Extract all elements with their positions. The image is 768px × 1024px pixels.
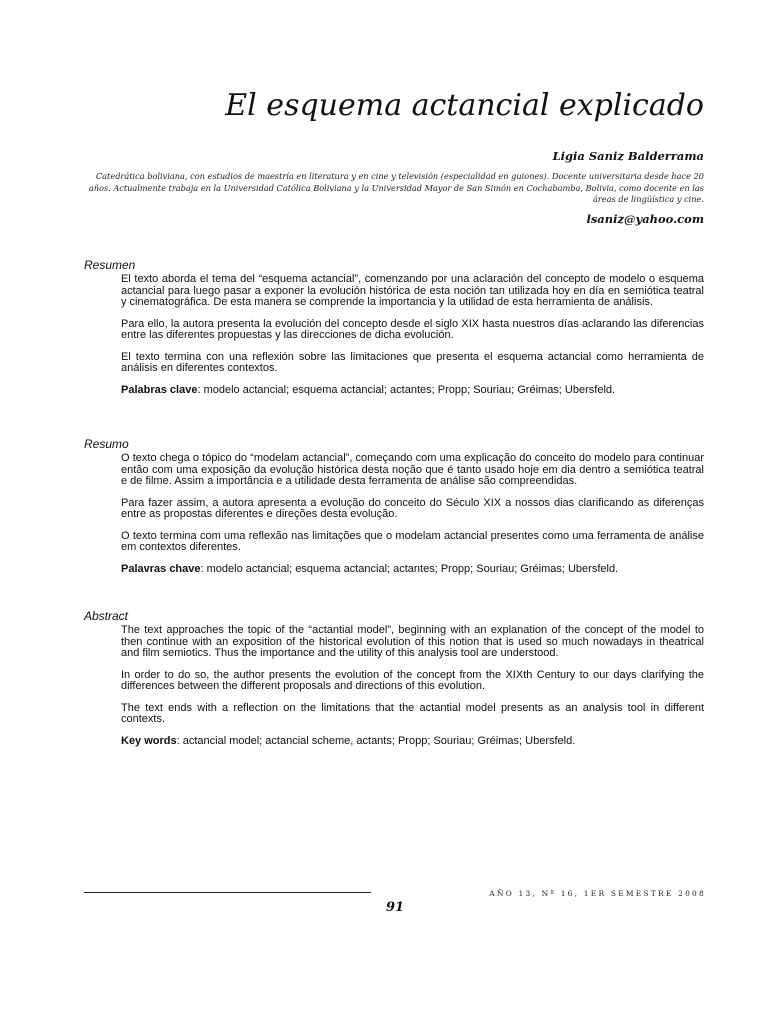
section-heading-resumen: Resumen [84,258,136,272]
page-number: 91 [385,900,405,915]
keywords-text: : modelo actancial; esquema actancial; actantes; Propp; Souriau; Gréimas; Ubersfeld. [197,383,616,396]
section-resumo [84,437,704,585]
footer-issue-info: AÑO 13, Nº 16, 1ER SEMESTRE 2008 [489,889,706,898]
resumen-paragraph-3: El texto termina con una reflexión sobre las limitaciones que presenta el esquema actancial como herramienta de análisis en diferentes contextos. [121,350,704,374]
section-heading-resumo: Resumo [84,437,129,451]
keywords-label: Palabras clave [121,383,198,396]
keywords-label: Palavras chave [121,562,201,575]
author-affiliation: Catedrática boliviana, con estudios de maestría en literatura y en cine y televisión (especialidad en guiones). Docente universitaria desde hace 20 años. Actualmente trabaja en la Universidad Católica Boliviana y la Universidad Mayor de San Simón en Cochabamba, Bolivia, como docente en las áreas de lingüística y cine. [88,171,704,204]
resumo-keywords [121,564,704,576]
abstract-keywords [121,736,704,748]
page-title: El esquema actancial explicado [225,88,704,123]
author-name: Ligia Saniz Balderrama [552,149,704,163]
resumo-paragraph-3: O texto termina com uma reflexão nas limitações que o modelam actancial presentes como uma ferramenta de análise em contextos diferentes. [121,529,704,553]
resumen-paragraph-2: Para ello, la autora presenta la evolución del concepto desde el siglo XIX hasta nuestros días aclarando las diferencias entre las diferentes propuestas y las direcciones de dicha evolución. [121,317,704,341]
resumo-paragraph-2: Para fazer assim, a autora apresenta a evolução do conceito do Século XIX a nossos dias clarificando as diferenças entre as propostas diferentes e direções desta evolução. [121,496,704,520]
keywords-label: Key words [121,734,177,747]
author-email: lsaniz@yahoo.com [586,212,704,226]
section-abstract [84,609,704,757]
abstract-paragraph-3: The text ends with a reflection on the limitations that the actantial model presents as an analysis tool in different contexts. [121,701,704,725]
keywords-text: : modelo actancial; esquema actancial; actantes; Propp; Souriau; Gréimas; Ubersfeld. [200,562,619,575]
abstract-paragraph-1: The text approaches the topic of the “actantial model”, beginning with an explanation of the concept of the model to then continue with an exposition of the historical evolution of this notion that is used so much nowadays in theatrical and film semiotics. Thus the importance and the utility of this analysis tool are understood. [121,624,704,659]
section-heading-abstract: Abstract [84,609,129,623]
resumen-keywords [121,385,704,397]
abstract-paragraph-2: In order to do so, the author presents the evolution of the concept from the XIXth Century to our days clarifying the differences between the different proposals and directions of this evolution. [121,668,704,692]
footer-divider [84,892,371,893]
keywords-text: : actancial model; actancial scheme, actants; Propp; Souriau; Gréimas; Ubersfeld. [176,734,576,747]
resumen-paragraph-1: El texto aborda el tema del “esquema actancial”, comenzando por una aclaración del concepto de modelo o esquema actancial para luego pasar a exponer la evolución histórica de esta noción tan utilizada hoy en día en semiótica teatral y cinematográfica. De esta manera se comprende la importancia y la utilidad de esta herramienta de análisis. [121,273,704,308]
section-resumen [84,258,704,406]
resumo-paragraph-1: O texto chega o tópico do “modelam actancial”, começando com uma explicação do conceito do modelo para continuar então com uma exposição da evolução histórica desta noção que é tanto usado hoje em dia dentro a semiótica teatral e de filme. Assim a importância e a utilidade desta ferramenta de análise são compreendidas. [121,452,704,487]
